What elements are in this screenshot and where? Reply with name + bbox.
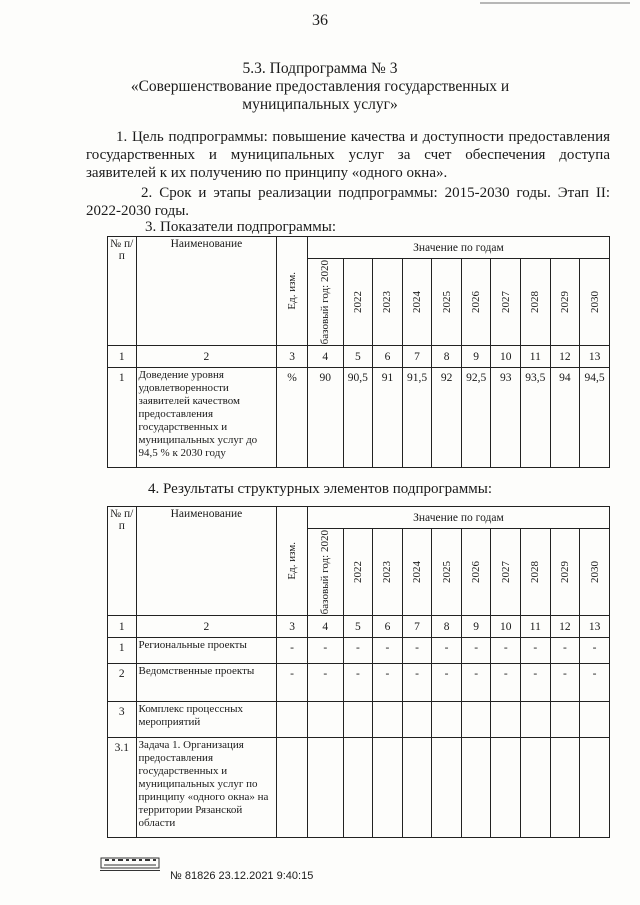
row-value [402,702,432,738]
row-value: 92,5 [461,368,491,468]
column-number: 6 [373,616,403,638]
year-header: 2022 [343,259,373,346]
year-header: 2027 [491,529,521,616]
row-value [402,738,432,838]
header-name: Наименование [136,237,277,346]
stamp-icon [100,854,160,870]
scan-artifact-line [480,2,630,4]
row-value [432,738,462,838]
row-value: - [343,664,373,702]
row-value [521,702,551,738]
row-value [461,738,491,838]
column-number: 10 [491,616,521,638]
year-header: 2022 [343,529,373,616]
column-number: 11 [521,346,551,368]
column-number: 7 [402,346,432,368]
heading-line-1: 5.3. Подпрограмма № 3 [242,60,398,77]
row-value: 93 [491,368,521,468]
row-value: 92 [432,368,462,468]
year-header: базовый год: 2020 [307,529,343,616]
heading-line-3: муниципальных услуг» [242,96,398,113]
header-num: № п/п [108,507,137,616]
row-value [580,702,610,738]
row-value: - [432,638,462,664]
row-value [491,738,521,838]
row-name: Ведомственные проекты [136,664,277,702]
indicators-body [108,368,610,468]
page-number: 36 [312,12,328,29]
table-row [108,638,610,664]
row-value: - [550,664,580,702]
row-value: - [307,638,343,664]
year-header: 2030 [580,259,610,346]
row-value: - [521,664,551,702]
results-table [107,506,610,838]
row-name: Комплекс процессных мероприятий [136,702,277,738]
results-title: 4. Результаты структурных элементов подпрограммы: [147,481,493,497]
column-number: 5 [343,616,373,638]
row-value [307,738,343,838]
year-header: 2023 [373,529,403,616]
row-value: - [521,638,551,664]
row-value: - [580,664,610,702]
row-value: 94,5 [580,368,610,468]
column-number: 4 [307,616,343,638]
col-number-row [108,346,610,368]
column-number: 1 [108,346,137,368]
header-values-by-years: Значение по годам [307,237,609,259]
header-name: Наименование [136,507,277,616]
year-header: 2027 [491,259,521,346]
column-number: 5 [343,346,373,368]
row-value [550,702,580,738]
year-header: 2029 [550,259,580,346]
row-value: - [343,638,373,664]
col-number-row [108,616,610,638]
row-value [432,702,462,738]
row-number: 1 [108,638,137,664]
row-value: - [491,638,521,664]
column-number: 9 [461,616,491,638]
registration-stamp [100,854,160,871]
row-unit: - [277,664,308,702]
column-number: 9 [461,346,491,368]
year-header: 2028 [521,529,551,616]
row-value [307,702,343,738]
table-row [108,664,610,702]
header-values-by-years: Значение по годам [307,507,609,529]
column-number: 6 [373,346,403,368]
header-num: № п/п [108,237,137,346]
column-number: 8 [432,346,462,368]
column-number: 12 [550,346,580,368]
row-value: - [580,638,610,664]
doc-registration-id: № 81826 23.12.2021 9:40:15 [170,870,314,882]
row-value [550,738,580,838]
column-number: 13 [580,346,610,368]
column-number: 2 [136,616,277,638]
year-header: 2025 [432,259,462,346]
row-value: - [461,664,491,702]
row-value [580,738,610,838]
row-value [461,702,491,738]
row-value: - [550,638,580,664]
row-number: 3.1 [108,738,137,838]
row-number: 1 [108,368,137,468]
row-value: - [432,664,462,702]
year-header: 2025 [432,529,462,616]
row-name: Региональные проекты [136,638,277,664]
table-row [108,368,610,468]
terms-paragraph: 2. Срок и этапы реализации подпрограммы: 2015-2030 годы. Этап II: 2022-2030 годы. [86,185,610,219]
row-number: 2 [108,664,137,702]
row-value: 94 [550,368,580,468]
column-number: 7 [402,616,432,638]
row-value: - [307,664,343,702]
row-name: Доведение уровня удовлетворенности заявителей качеством предоставления государственных и муниципальных услуг до 94,5 % к 2030 году [136,368,277,468]
year-header: 2029 [550,529,580,616]
column-number: 1 [108,616,137,638]
column-number: 3 [277,616,308,638]
table-row [108,702,610,738]
row-unit: % [277,368,308,468]
header-unit: Ед. изм. [277,507,308,616]
row-value: - [491,664,521,702]
row-value [521,738,551,838]
row-value [373,738,403,838]
row-value: - [402,664,432,702]
header-unit: Ед. изм. [277,237,308,346]
results-body [108,638,610,838]
row-value: - [461,638,491,664]
row-value: 91,5 [402,368,432,468]
year-header: 2028 [521,259,551,346]
row-unit [277,738,308,838]
year-header: 2024 [402,529,432,616]
year-header: 2026 [461,259,491,346]
column-number: 2 [136,346,277,368]
row-name: Задача 1. Организация предоставления государственных и муниципальных услуг по принципу «одного окна» на территории Рязанской области [136,738,277,838]
row-number: 3 [108,702,137,738]
year-header: 2030 [580,529,610,616]
row-value [373,702,403,738]
column-number: 11 [521,616,551,638]
column-number: 13 [580,616,610,638]
row-value: - [373,638,403,664]
row-value: 90 [307,368,343,468]
goal-paragraph: 1. Цель подпрограммы: повышение качества и доступности предоставления государственных и муниципальных услуг за счет обеспечения доступа заявителей к их получению по принципу «одного окна». [86,129,610,181]
year-header: базовый год: 2020 [307,259,343,346]
indicators-table [107,236,610,468]
row-value [343,738,373,838]
column-number: 12 [550,616,580,638]
heading-line-2: «Совершенствование предоставления государственных и [130,78,510,95]
column-number: 10 [491,346,521,368]
row-value: 93,5 [521,368,551,468]
column-number: 3 [277,346,308,368]
row-value [491,702,521,738]
column-number: 4 [307,346,343,368]
row-unit [277,702,308,738]
year-header: 2026 [461,529,491,616]
row-value: - [402,638,432,664]
section-heading [100,60,540,114]
row-unit: - [277,638,308,664]
row-value: 90,5 [343,368,373,468]
row-value [343,702,373,738]
row-value: - [373,664,403,702]
year-header: 2024 [402,259,432,346]
year-header: 2023 [373,259,403,346]
indicators-title: 3. Показатели подпрограммы: [145,219,337,235]
column-number: 8 [432,616,462,638]
row-value: 91 [373,368,403,468]
table-row [108,738,610,838]
